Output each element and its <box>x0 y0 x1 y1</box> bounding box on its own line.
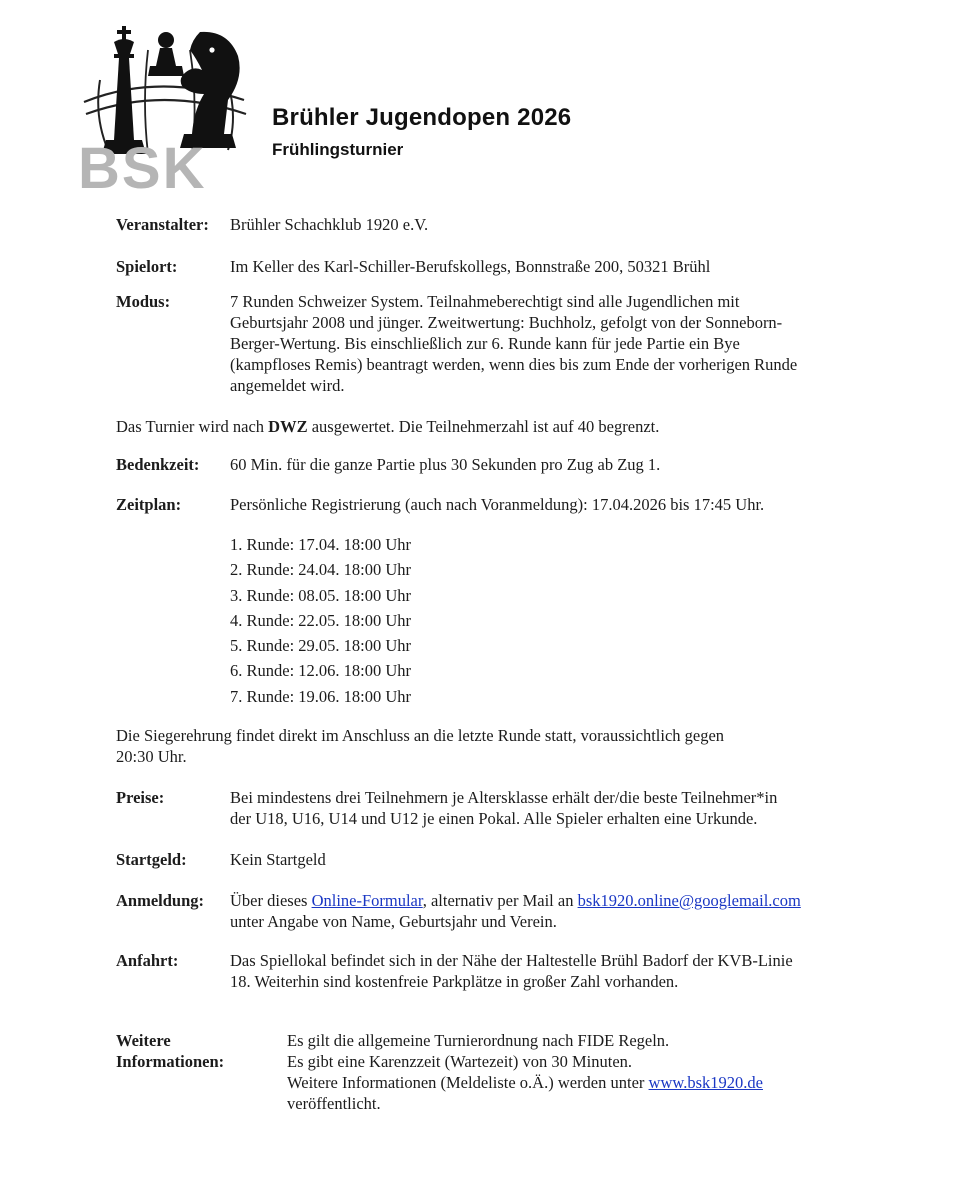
bsk-chess-logo <box>78 22 248 192</box>
bedenkzeit-value: 60 Min. für die ganze Partie plus 30 Sekunden pro Zug ab Zug 1. <box>230 455 661 474</box>
preise-value <box>230 787 876 829</box>
weitere-line: Es gilt die allgemeine Turnierordnung nach FIDE Regeln. <box>287 1031 670 1051</box>
preise-line: Bei mindestens drei Teilnehmern je Altersklasse erhält der/die beste Teilnehmer*in <box>230 788 778 808</box>
round-item: 7. Runde: 19.06. 18:00 Uhr <box>230 686 412 706</box>
page-title: Brühler Jugendopen 2026 <box>272 104 572 131</box>
weitere-label-line: Informationen: <box>116 1052 225 1072</box>
anfahrt-row <box>116 950 876 992</box>
round-item: 4. Runde: 22.05. 18:00 Uhr <box>230 610 412 630</box>
preise-row <box>116 787 876 829</box>
modus-line: Geburtsjahr 2008 und jünger. Zweitwertung: Buchholz, gefolgt von der Sonneborn- <box>230 313 783 332</box>
round-list <box>230 532 876 709</box>
zeitplan-label: Zeitplan: <box>116 495 182 514</box>
round-item: 5. Runde: 29.05. 18:00 Uhr <box>230 636 412 656</box>
anfahrt-value <box>230 950 876 992</box>
page-subtitle: Frühlingsturnier <box>272 140 404 159</box>
dwz-after: ausgewertet. Die Teilnehmerzahl ist auf 40 begrenzt. <box>307 417 660 436</box>
bedenkzeit-row <box>116 454 876 475</box>
startgeld-row <box>116 849 876 870</box>
weitere-label-line: Weitere <box>116 1031 171 1051</box>
startgeld-value: Kein Startgeld <box>230 850 326 870</box>
round-item: 6. Runde: 12.06. 18:00 Uhr <box>230 661 412 681</box>
weitere-line3-text: Weitere Informationen (Meldeliste o.Ä.) werden unter <box>287 1073 649 1093</box>
anmeldung-pre: Über dieses <box>230 891 312 911</box>
anmeldung-mid: , alternativ per Mail an <box>422 891 578 911</box>
dwz-paragraph <box>116 416 876 437</box>
anfahrt-line: 18. Weiterhin sind kostenfreie Parkplätze in großer Zahl vorhanden. <box>230 972 679 992</box>
modus-line: (kampfloses Remis) beantragt werden, wenn dies bis zum Ende der vorherigen Runde <box>230 355 798 374</box>
veranstalter-value: Brühler Schachklub 1920 e.V. <box>230 215 429 234</box>
weitere-line: Es gibt eine Karenzzeit (Wartezeit) von 30 Minuten. <box>287 1052 633 1072</box>
anmeldung-line2: unter Angabe von Name, Geburtsjahr und Verein. <box>230 912 557 932</box>
weitere-line: veröffentlicht. <box>287 1094 381 1114</box>
modus-row <box>116 291 876 396</box>
modus-line: angemeldet wird. <box>230 376 345 395</box>
anfahrt-label: Anfahrt: <box>116 951 179 971</box>
content <box>116 214 876 1114</box>
modus-line: 7 Runden Schweizer System. Teilnahmeberechtigt sind alle Jugendlichen mit <box>230 292 740 311</box>
zeitplan-value: Persönliche Registrierung (auch nach Voranmeldung): 17.04.2026 bis 17:45 Uhr. <box>230 495 765 514</box>
spielort-label: Spielort: <box>116 257 178 276</box>
email-link[interactable]: bsk1920.online@googlemail.com <box>577 891 801 911</box>
veranstalter-row <box>116 214 876 235</box>
logo-text: BSK <box>78 136 207 192</box>
veranstalter-label: Veranstalter: <box>116 215 209 234</box>
anmeldung-value <box>230 890 876 932</box>
anfahrt-line: Das Spiellokal befindet sich in der Nähe der Haltestelle Brühl Badorf der KVB-Linie <box>230 951 793 971</box>
zeitplan-row <box>116 494 876 515</box>
siegerehrung-line: 20:30 Uhr. <box>116 747 187 767</box>
preise-line: der U18, U16, U14 und U12 je einen Pokal. Alle Spieler erhalten eine Urkunde. <box>230 809 758 829</box>
round-item: 1. Runde: 17.04. 18:00 Uhr <box>230 535 412 554</box>
bedenkzeit-label: Bedenkzeit: <box>116 455 200 474</box>
modus-value <box>230 291 876 396</box>
weitere-row <box>116 1030 876 1114</box>
siegerehrung-line: Die Siegerehrung findet direkt im Anschluss an die letzte Runde statt, voraussichtlich gegen <box>116 726 725 746</box>
modus-label: Modus: <box>116 292 171 311</box>
spielort-value: Im Keller des Karl-Schiller-Berufskollegs, Bonnstraße 200, 50321 Brühl <box>230 257 711 276</box>
anmeldung-label: Anmeldung: <box>116 891 205 911</box>
website-link[interactable]: www.bsk1920.de <box>648 1073 763 1093</box>
preise-label: Preise: <box>116 788 165 808</box>
round-item: 3. Runde: 08.05. 18:00 Uhr <box>230 585 412 605</box>
round-item: 2. Runde: 24.04. 18:00 Uhr <box>230 560 412 580</box>
weitere-value <box>287 1030 876 1114</box>
modus-line: Berger-Wertung. Bis einschließlich zur 6. Runde kann für jede Partie ein Bye <box>230 334 740 353</box>
online-form-link[interactable]: Online-Formular <box>311 891 423 911</box>
dwz-before: Das Turnier wird nach <box>116 417 269 436</box>
startgeld-label: Startgeld: <box>116 850 187 870</box>
spielort-row <box>116 256 876 277</box>
weitere-label <box>116 1030 287 1114</box>
anmeldung-row <box>116 890 876 932</box>
siegerehrung-paragraph <box>116 725 876 767</box>
dwz-bold: DWZ <box>268 417 308 436</box>
